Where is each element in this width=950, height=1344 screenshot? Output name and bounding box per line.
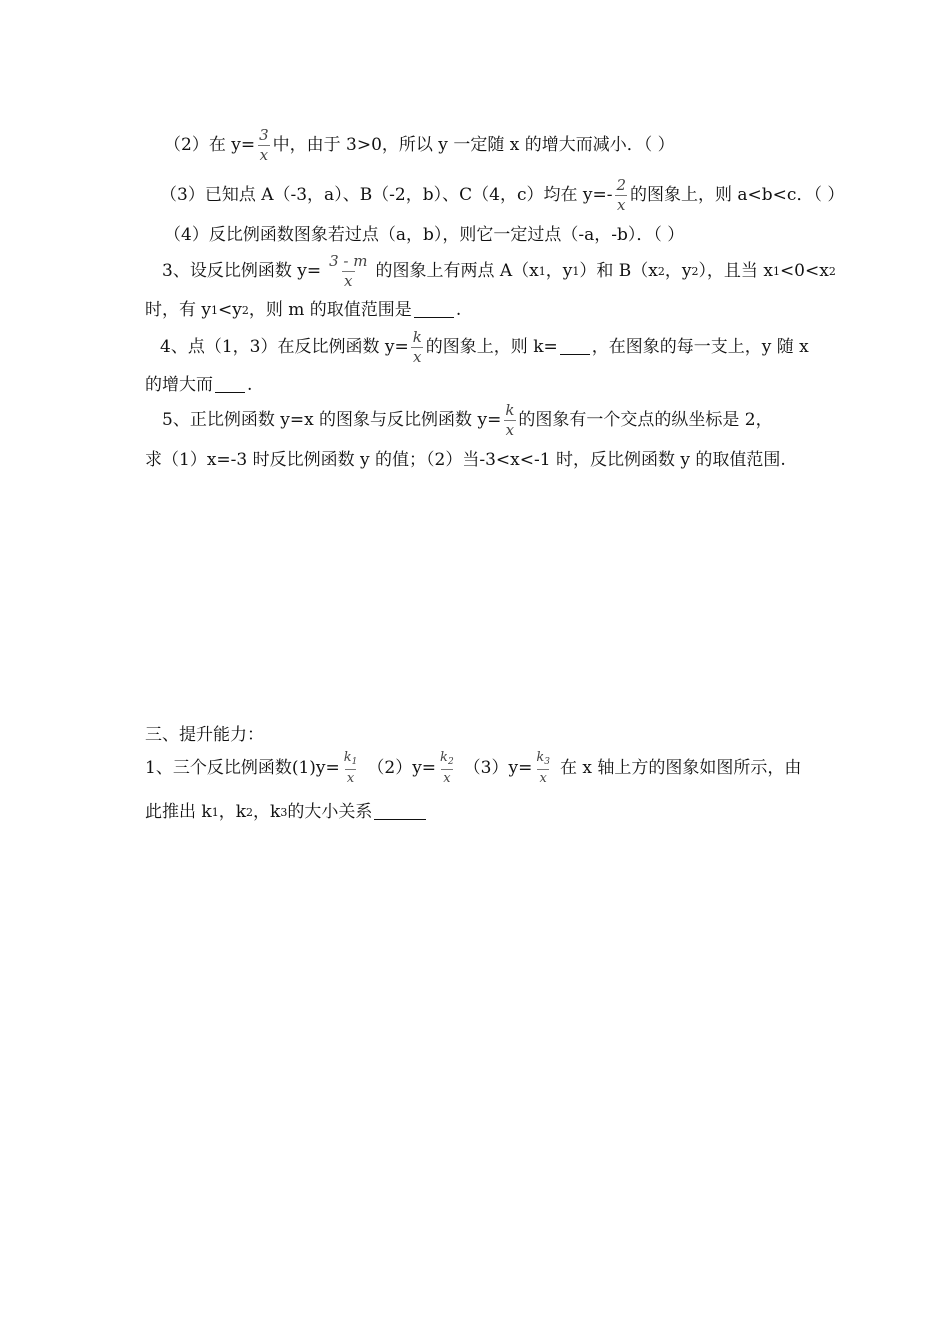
fraction-3-minus-m-over-x: $\frac{3 - m}{x}$ [329, 252, 368, 290]
fraction-k-over-x: $\frac{k}{x}$ [412, 328, 422, 366]
problem-4-line-1: 4、点（1，3）在反比例函数 y= $\frac{k}{x}$ 的图象上，则 k= ，在图象的每一支上，y 随 x [160, 328, 809, 366]
fraction-k2-over-x: $\frac{k_2}{x}$ [440, 750, 454, 786]
question-2 [164, 128, 675, 163]
section-3-question-1-line-1: 1、三个反比例函数(1)y= $\frac{k_1}{x}$ （2）y= $\frac{k_2}{x}$ （3）y= $\frac{k_3}{x}$ 在 x 轴上方的图象如图所示，由 [145, 750, 802, 786]
q3-prefix: （3）已知点 A（-3，a）、B（-2，b）、C（4，c）均在 y=- [160, 185, 613, 205]
fraction-k3-over-x: $\frac{k_3}{x}$ [536, 750, 550, 786]
answer-blank-m-range[interactable] [414, 303, 454, 318]
question-4 [164, 227, 684, 244]
answer-blank-k[interactable] [560, 340, 590, 355]
problem-4-line-2: 的增大而 . [145, 375, 253, 395]
section-3-question-1-line-2: 此推出 k 1 ，k 2 ，k 3 的大小关系 [145, 804, 428, 821]
fraction-k1-over-x: $\frac{k_1}{x}$ [343, 750, 358, 786]
answer-blank-k-order[interactable] [374, 805, 426, 820]
section-3-title: 三、提升能力： [145, 725, 264, 745]
problem-3-line-1: 3、设反比例函数 y= $\frac{3 - m}{x}$ 的图象上有两点 A（x 1 ，y 1 ）和 B（x 2 ，y 2 ），且当 x 1 <0<x 2 [162, 252, 836, 290]
question-3 [160, 178, 844, 213]
q3-suffix: 的图象上，则 a<b<c．（ ） [630, 185, 845, 205]
problem-5-line-1: 5、正比例函数 y=x 的图象与反比例函数 y= $\frac{k}{x}$ 的图象有一个交点的纵坐标是 2， [162, 401, 773, 439]
q4-text: （4）反比例函数图象若过点（a，b），则它一定过点（-a，-b）．（ ） [164, 225, 685, 245]
q2-prefix: （2）在 y= [164, 135, 256, 155]
problem-3-line-2: 时，有 y 1 <y 2 ，则 m 的取值范围是 . [145, 300, 462, 320]
fraction-3-over-x: $\frac{3}{x}$ [259, 126, 269, 164]
fraction-2-over-x: $\frac{2}{x}$ [616, 176, 627, 214]
problem-5-line-2: 求（1）x=-3 时反比例函数 y 的值；（2）当-3<x<-1 时，反比例函数 y 的取值范围. [145, 450, 786, 470]
answer-blank-trend[interactable] [215, 378, 245, 393]
q2-suffix: 中，由于 3>0，所以 y 一定随 x 的增大而减小．（ ） [272, 135, 675, 155]
fraction-k-over-x-2: $\frac{k}{x}$ [505, 401, 515, 439]
